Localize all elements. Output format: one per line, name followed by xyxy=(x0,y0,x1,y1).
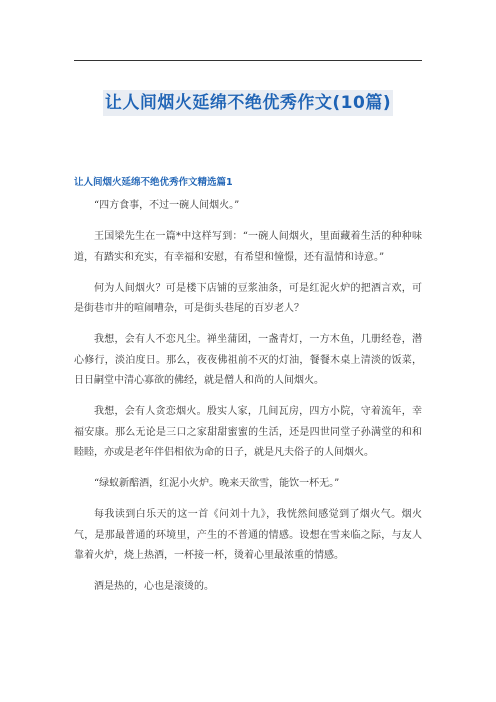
document-body xyxy=(74,196,422,608)
paragraph: 王国梁先生在一篇*中这样写到：“一碗人间烟火，里面藏着生活的种种味道，有踏实和充实，有幸福和安慰，有希望和憧憬，还有温情和诗意。” xyxy=(74,231,422,263)
document-title xyxy=(0,88,496,113)
paragraph: 我想，会有人不恋凡尘。禅坐蒲团，一盏青灯，一方木鱼，几册经卷，潜心修行，淡泊度日。那么，夜夜佛祖前不灭的灯油，餐餐木桌上清淡的饭菜，日日嗣堂中清心寡欲的佛经，就是僧人和尚的人间烟火。 xyxy=(74,334,422,386)
section-heading: 让人间烟火延绵不绝优秀作文精选篇1 xyxy=(74,177,233,188)
paragraph: 每我读到白乐天的这一首《问刘十九》，我恍然间感觉到了烟火气。烟火气，是那最普通的环境里，产生的不普通的情感。设想在雪来临之际，与友人靠着火炉，烧上热酒，一杯接一杯，烫着心里最浓重的情感。 xyxy=(74,509,422,561)
paragraph: 我想，会有人贪恋烟火。殷实人家，几间瓦房，四方小院，守着流年，幸福安康。那么无论是三口之家甜甜蜜蜜的生活，还是四世同堂子孙满堂的和和睦睦，亦或是老年伴侣相依为命的日子，就是凡夫俗子的人间烟火。 xyxy=(74,406,422,458)
paragraph: “绿蚁新醅酒，红泥小火炉。晚来天欲雪，能饮一杯无。” xyxy=(94,478,340,489)
paragraph: 何为人间烟火？可是楼下店铺的豆浆油条，可是红泥火炉的把酒言欢，可是街巷市井的喧闹嘈杂，可是街头巷尾的百岁老人？ xyxy=(74,282,422,314)
paragraph: 酒是热的，心也是滚烫的。 xyxy=(94,581,214,592)
header-rule xyxy=(74,60,422,61)
document-title-text: 让人间烟火延绵不绝优秀作文(10篇) xyxy=(103,90,393,116)
paragraph: “四方食事，不过一碗人间烟火。” xyxy=(94,200,240,211)
